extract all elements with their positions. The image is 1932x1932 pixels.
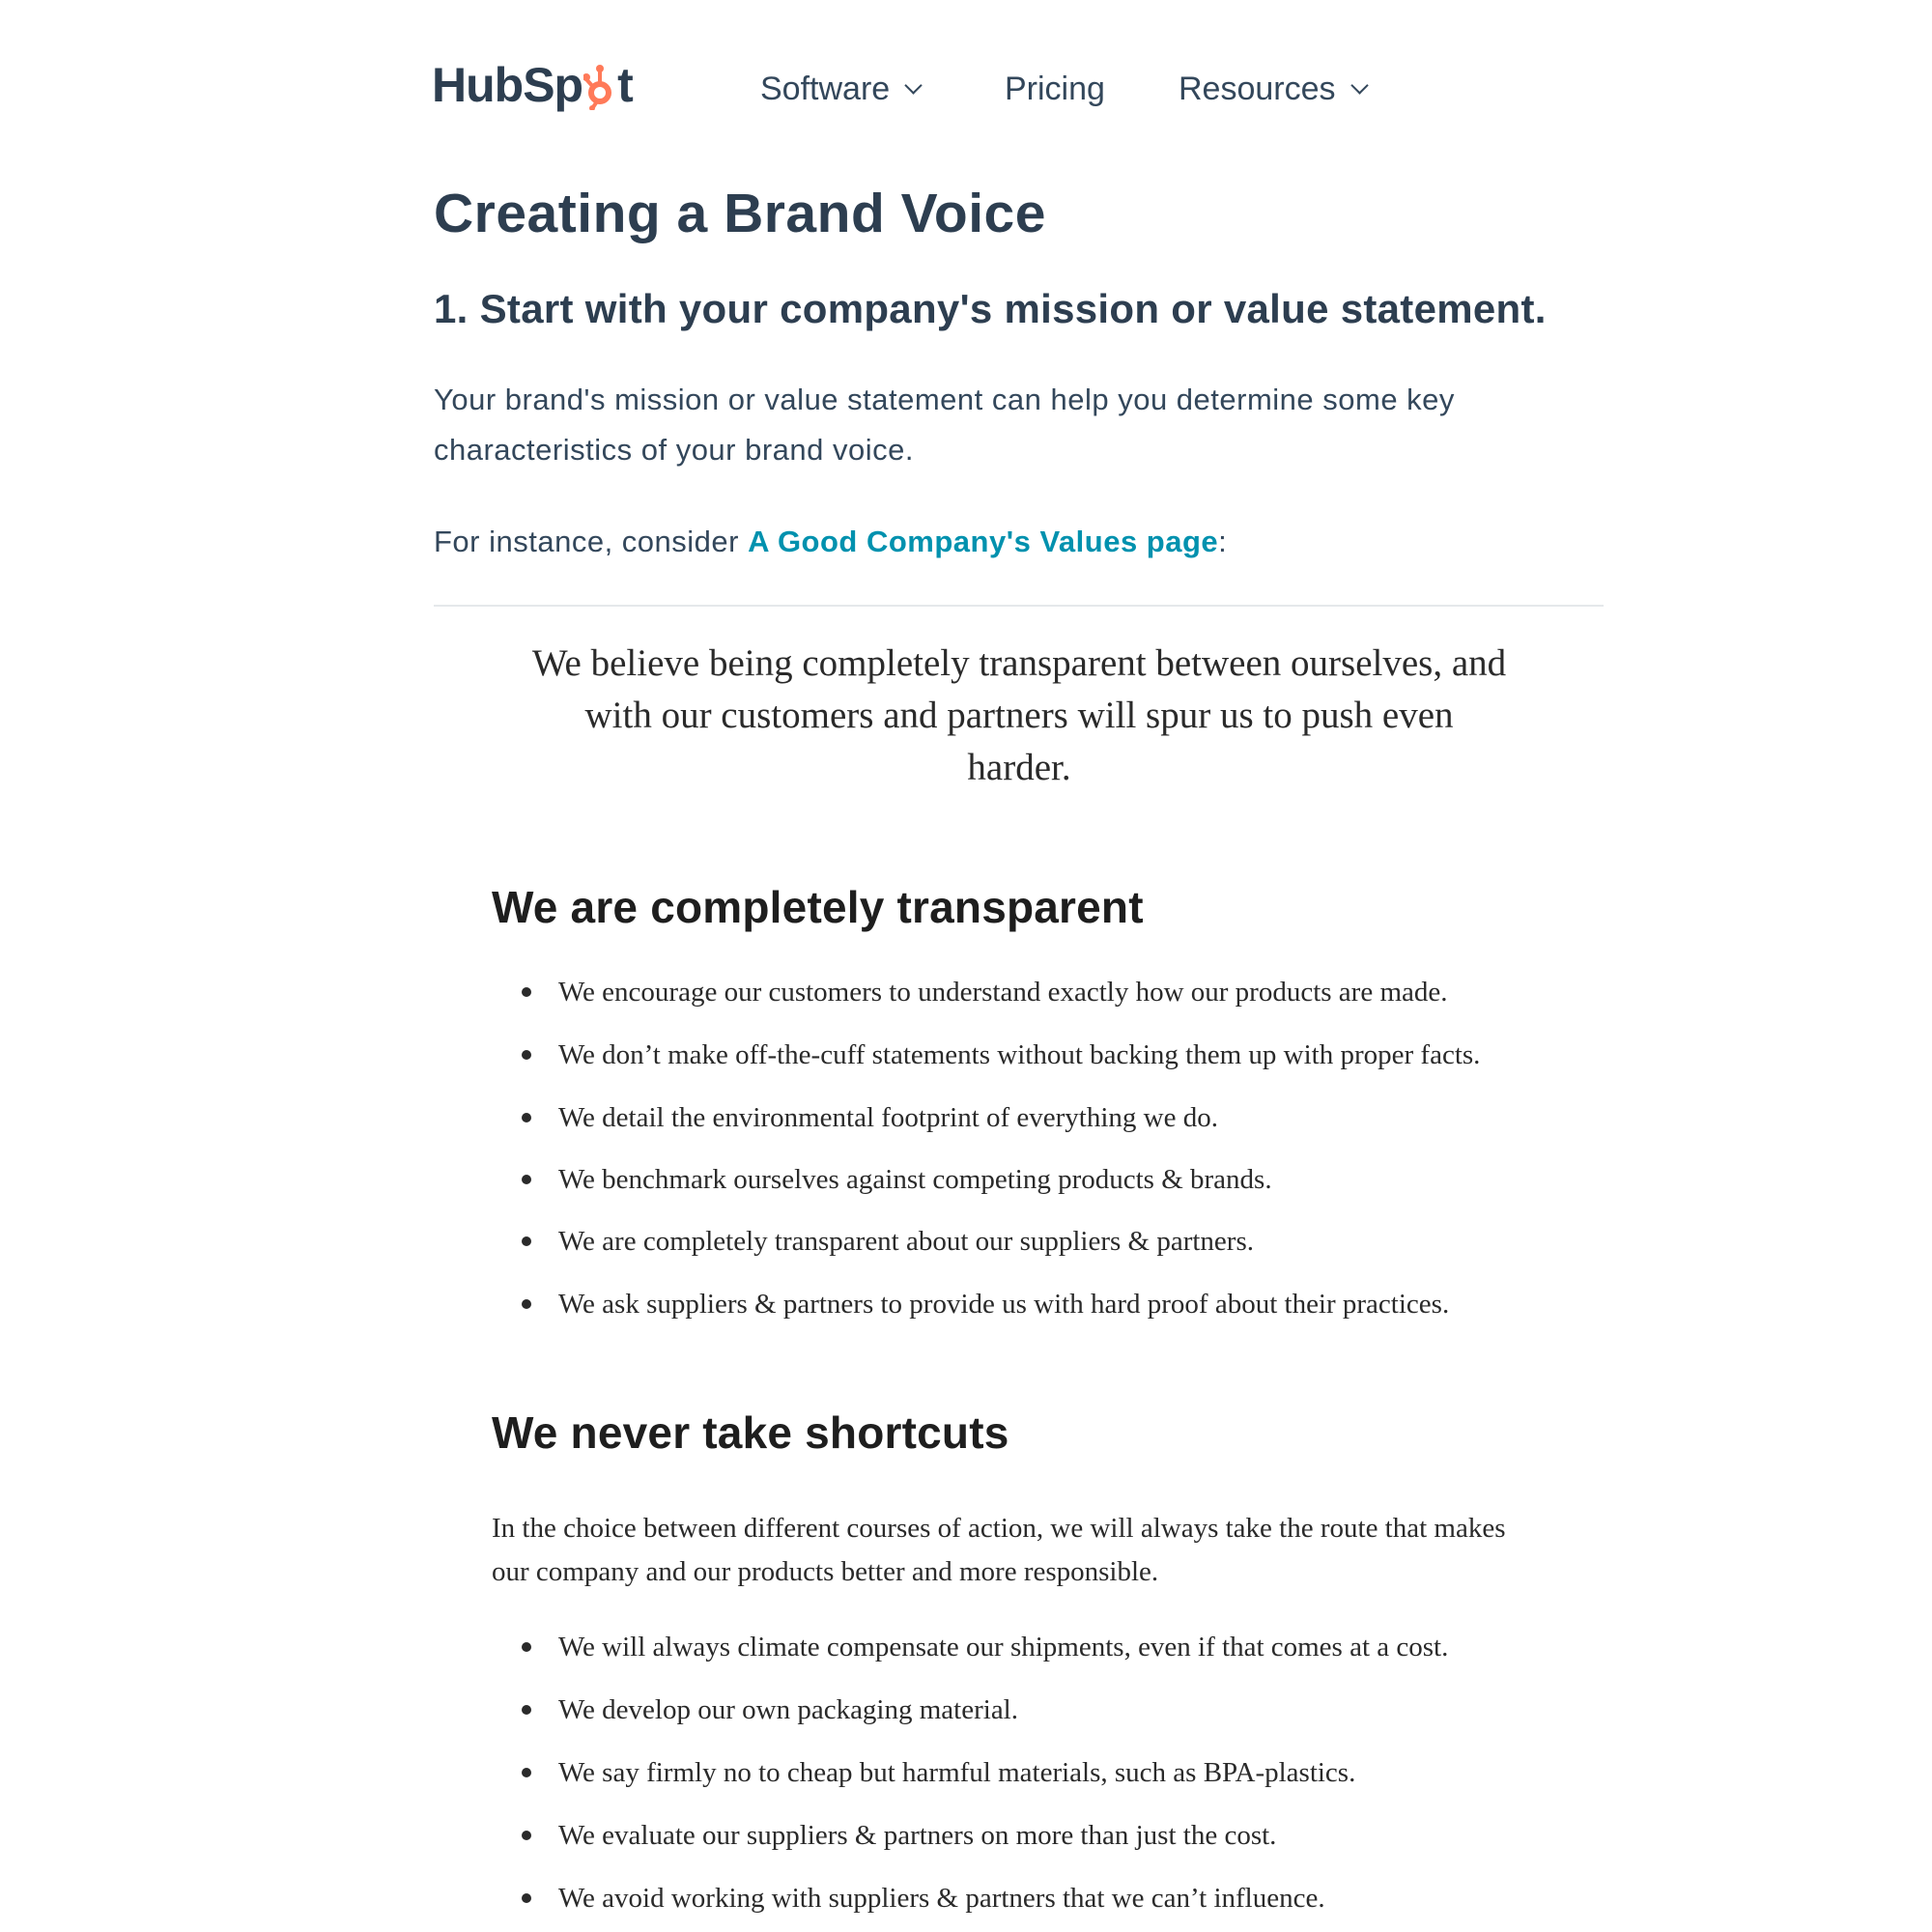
bullet-icon: [522, 1893, 531, 1903]
shortcuts-intro-line-1: In the choice between different courses of action, we will always take the route that makes: [492, 1513, 1506, 1544]
bullet-icon: [522, 1236, 531, 1246]
bullet-icon: [522, 1113, 531, 1122]
logo-text-left: HubSp: [432, 58, 583, 112]
hubspot-logo[interactable]: [432, 56, 633, 114]
values-quote: [483, 638, 1555, 794]
example-prefix: For instance, consider: [434, 525, 749, 558]
example-paragraph: [434, 525, 1227, 559]
list-item-text: We detail the environmental footprint of everything we do.: [558, 1101, 1218, 1133]
list-item-text: We are completely transparent about our suppliers & partners.: [558, 1225, 1255, 1257]
bullet-icon: [522, 1050, 531, 1060]
bullet-icon: [522, 1175, 531, 1184]
nav-software[interactable]: [760, 68, 920, 110]
list-item: [522, 1222, 1254, 1261]
sprocket-icon: [583, 60, 616, 110]
nav-software-label: Software: [760, 71, 891, 107]
list-item: [522, 1690, 1018, 1729]
chevron-down-icon: [1350, 76, 1368, 94]
page-title: Creating a Brand Voice: [434, 183, 1046, 244]
list-item-text: We develop our own packaging material.: [558, 1693, 1018, 1725]
nav-resources-label: Resources: [1179, 71, 1336, 107]
logo-text-right: t: [617, 58, 633, 112]
quote-line: We believe being completely transparent between ourselves, and: [531, 642, 1507, 684]
list-item: [522, 1160, 1272, 1199]
example-suffix: :: [1218, 525, 1228, 558]
values-heading-transparent: We are completely transparent: [492, 882, 1144, 932]
values-page-link[interactable]: A Good Company's Values page: [748, 525, 1219, 558]
list-item-text: We encourage our customers to understand exactly how our products are made.: [558, 976, 1448, 1008]
list-item-text: We evaluate our suppliers & partners on more than just the cost.: [558, 1819, 1277, 1851]
list-item-text: We ask suppliers & partners to provide us with hard proof about their practices.: [558, 1288, 1450, 1320]
list-item: [522, 1098, 1218, 1137]
bullet-icon: [522, 1831, 531, 1840]
list-item: [522, 1879, 1325, 1918]
list-item: [522, 1628, 1448, 1666]
quote-line: harder.: [967, 747, 1071, 788]
bullet-icon: [522, 1705, 531, 1715]
values-heading-shortcuts: We never take shortcuts: [492, 1407, 1009, 1458]
list-item-text: We don’t make off-the-cuff statements without backing them up with proper facts.: [558, 1038, 1481, 1070]
section-heading: 1. Start with your company's mission or value statement.: [434, 286, 1547, 331]
nav-pricing[interactable]: [1005, 68, 1105, 110]
list-item: [522, 973, 1448, 1011]
quote-line: with our customers and partners will spur us to push even: [584, 695, 1454, 736]
chevron-down-icon: [904, 76, 922, 94]
divider: [434, 605, 1604, 607]
shortcuts-intro-line-2: our company and our products better and more responsible.: [492, 1556, 1159, 1587]
list-item-text: We avoid working with suppliers & partners that we can’t influence.: [558, 1882, 1325, 1914]
list-item-text: We will always climate compensate our shipments, even if that comes at a cost.: [558, 1631, 1449, 1662]
nav-pricing-label: Pricing: [1005, 71, 1105, 107]
bullet-icon: [522, 1299, 531, 1309]
bullet-icon: [522, 1768, 531, 1777]
bullet-icon: [522, 987, 531, 997]
list-item: [522, 1036, 1480, 1074]
list-item: [522, 1285, 1449, 1323]
list-item: [522, 1816, 1276, 1855]
intro-paragraph-line-1: Your brand's mission or value statement can help you determine some key: [434, 383, 1455, 416]
list-item-text: We say firmly no to cheap but harmful materials, such as BPA-plastics.: [558, 1756, 1356, 1788]
bullet-icon: [522, 1642, 531, 1652]
intro-paragraph-line-2: characteristics of your brand voice.: [434, 433, 914, 467]
nav-resources[interactable]: [1179, 68, 1366, 110]
list-item: [522, 1753, 1355, 1792]
list-item-text: We benchmark ourselves against competing products & brands.: [558, 1163, 1272, 1195]
